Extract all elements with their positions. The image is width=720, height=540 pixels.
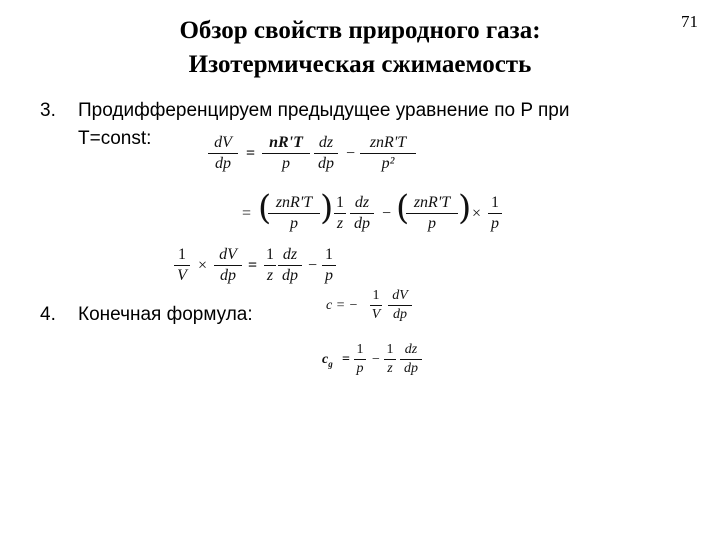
right-paren: ) xyxy=(320,188,334,228)
fraction: dV dp xyxy=(214,246,242,285)
title-line-1: Обзор свойств природного газа: xyxy=(179,17,541,44)
fraction: dz dp xyxy=(314,134,338,173)
equals-sign: = xyxy=(242,205,252,222)
fraction: dz dp xyxy=(400,342,422,377)
formula-dv-dp xyxy=(206,132,426,180)
fraction: znR'T p xyxy=(406,194,458,233)
list-item-text: T=const: xyxy=(78,128,152,149)
fraction: 1 p xyxy=(354,342,366,377)
fraction: 1 p xyxy=(322,246,336,285)
formula-compressibility-definition: c = − 1 V dV dp xyxy=(326,286,426,330)
right-paren: ) xyxy=(458,188,472,228)
equals-sign: = xyxy=(248,257,258,274)
formula-gas-compressibility: $c_g$ = 1 p − 1 z dz dp xyxy=(322,340,432,384)
fraction: znR'T p² xyxy=(360,134,416,173)
minus-sign: − xyxy=(346,145,356,162)
fraction: 1 z xyxy=(266,246,274,284)
fraction: 1 p xyxy=(488,194,502,233)
fraction: dV dp xyxy=(388,288,412,323)
list-item-text: Конечная формула: xyxy=(78,304,253,325)
page-title xyxy=(60,14,660,82)
formula-expanded xyxy=(242,190,512,242)
equals-sign: = xyxy=(342,352,350,367)
equals-sign: = xyxy=(246,145,256,162)
page-number: 71 xyxy=(681,12,698,31)
fraction: znR'T p xyxy=(268,194,320,233)
fraction: 1 z xyxy=(384,342,396,377)
fraction: 1 z xyxy=(336,194,344,232)
list-item-text: Продифференцируем предыдущее уравнение по P при xyxy=(78,100,570,121)
minus-sign: − xyxy=(308,257,318,274)
fraction: dz dp xyxy=(350,194,374,233)
left-paren: ( xyxy=(258,188,272,228)
minus-sign: − xyxy=(372,352,380,367)
list-item-number: 3. xyxy=(40,100,56,121)
fraction: dV dp xyxy=(208,134,238,173)
fraction: nR'T p xyxy=(262,134,310,173)
times-sign: × xyxy=(198,257,208,274)
list-item-number: 4. xyxy=(40,304,56,325)
fraction: dz dp xyxy=(278,246,302,285)
minus-sign: − xyxy=(382,205,392,222)
title-line-2: Изотермическая сжимаемость xyxy=(188,51,532,78)
left-paren: ( xyxy=(396,188,410,228)
fraction: 1 V xyxy=(371,288,381,322)
times-sign: × xyxy=(472,205,482,222)
fraction: 1 V xyxy=(174,246,190,285)
